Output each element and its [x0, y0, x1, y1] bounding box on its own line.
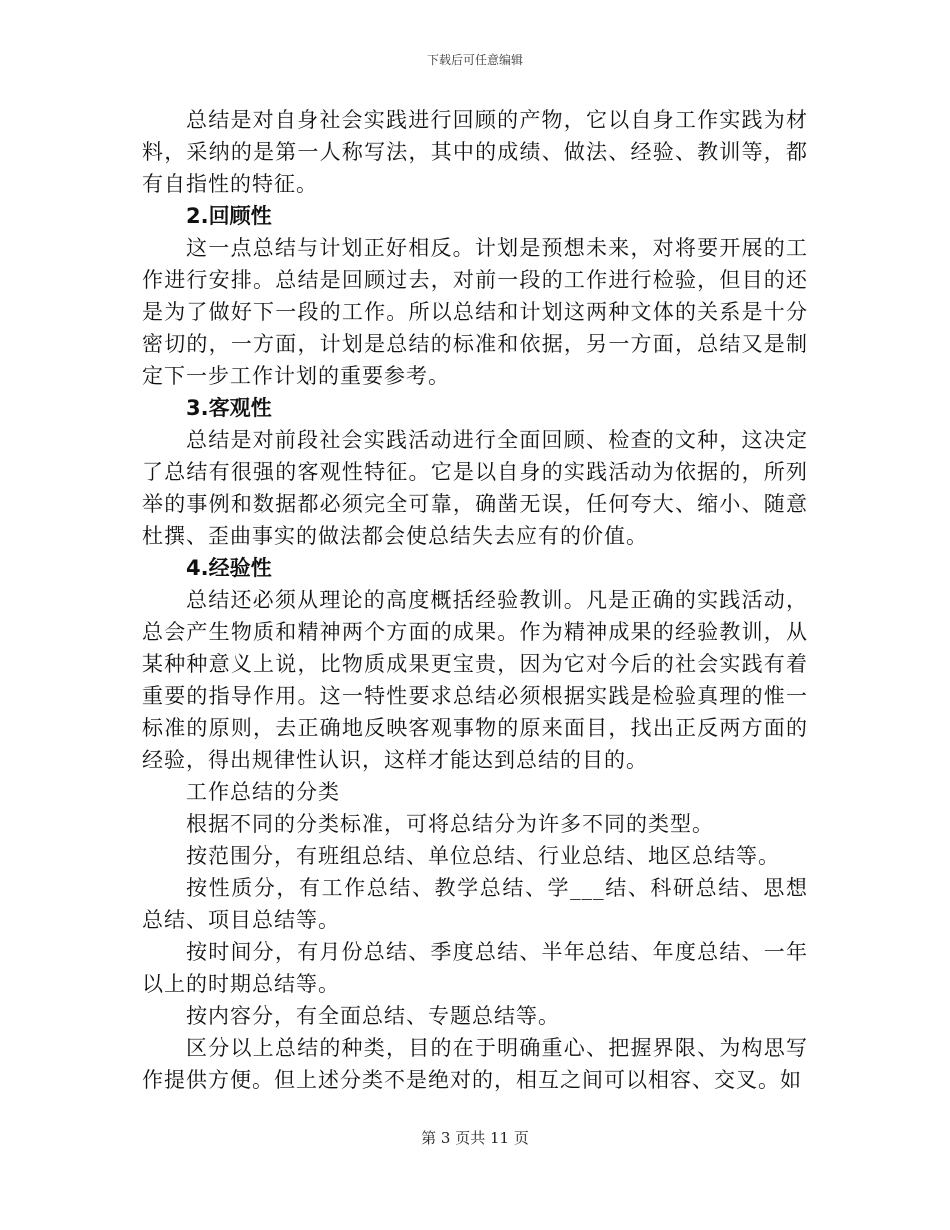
body-paragraph: 按时间分，有月份总结、季度总结、半年总结、年度总结、一年以上的时期总结等。	[142, 940, 808, 996]
body-paragraph: 总结还必须从理论的高度概括经验教训。凡是正确的实践活动，总会产生物质和精神两个方面的成果。作为精神成果的经验教训，从某种种意义上说，比物质成果更宝贵，因为它对今后的社会实践有着重要的指导作用。这一特性要求总结必须根据实践是检验真理的惟一标准的原则，去正确地反映客观事物的原来面目，找出正反两方面的经验，得出规律性认识，这样才能达到总结的目的。	[142, 588, 808, 772]
subsection-title: 工作总结的分类	[186, 780, 340, 804]
page-footer: 第 3 页共 11 页	[421, 1129, 529, 1147]
body-paragraph: 区分以上总结的种类，目的在于明确重心、把握界限、为构思写作提供方便。但上述分类不是绝对的，相互之间可以相容、交叉。如	[142, 1036, 808, 1092]
section-heading: 2.回顾性	[186, 204, 272, 228]
body-paragraph: 按内容分，有全面总结、专题总结等。	[186, 1004, 560, 1028]
body-paragraph: 按范围分，有班组总结、单位总结、行业总结、地区总结等。	[186, 844, 780, 868]
body-paragraph: 总结是对前段社会实践活动进行全面回顾、检查的文种，这决定了总结有很强的客观性特征。它是以自身的实践活动为依据的，所列举的事例和数据都必须完全可靠，确凿无误，任何夸大、缩小、随意杜撰、歪曲事实的做法都会使总结失去应有的价值。	[142, 428, 808, 548]
body-paragraph: 这一点总结与计划正好相反。计划是预想未来，对将要开展的工作进行安排。总结是回顾过去，对前一段的工作进行检验，但目的还是为了做好下一段的工作。所以总结和计划这两种文体的关系是十分密切的，一方面，计划是总结的标准和依据，另一方面，总结又是制定下一步工作计划的重要参考。	[142, 236, 808, 388]
page-header: 下载后可任意编辑	[426, 53, 523, 67]
section-heading: 4.经验性	[186, 556, 272, 580]
body-paragraph: 总结是对自身社会实践进行回顾的产物，它以自身工作实践为材料，采纳的是第一人称写法，其中的成绩、做法、经验、教训等，都有自指性的特征。	[142, 108, 808, 196]
section-heading: 3.客观性	[186, 396, 272, 420]
body-paragraph: 按性质分，有工作总结、教学总结、学___结、科研总结、思想总结、项目总结等。	[142, 876, 808, 932]
page-body	[142, 104, 808, 1096]
body-paragraph: 根据不同的分类标准，可将总结分为许多不同的类型。	[186, 812, 714, 836]
